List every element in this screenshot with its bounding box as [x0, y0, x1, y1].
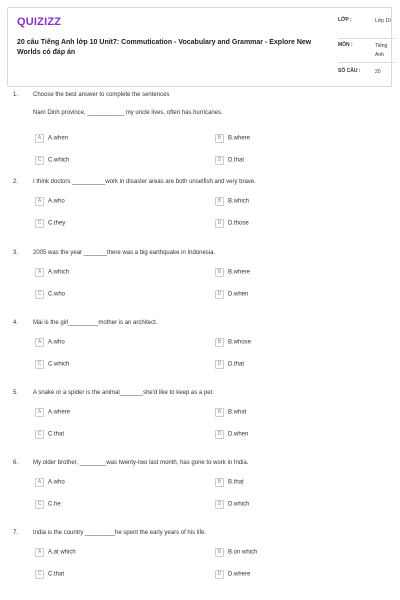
option-letter-box: C: [35, 500, 44, 509]
option-text: A.where: [48, 409, 71, 416]
answer-option-c[interactable]: [35, 430, 64, 439]
option-letter-box: A: [35, 268, 44, 277]
answer-option-a[interactable]: [35, 408, 70, 417]
option-text: D.where: [228, 571, 251, 578]
grade-label: LỚP :: [338, 17, 352, 23]
option-text: A.who: [48, 339, 65, 346]
option-letter-box: A: [35, 338, 44, 347]
question-text: A snake or a spider is the animal_______she'd like to keep as a pet.: [33, 390, 214, 396]
question-text: My older brother, ________was twenty-two last month, has gone to work in India.: [33, 460, 249, 466]
answer-option-d[interactable]: [215, 360, 244, 369]
option-text: D.that: [228, 157, 245, 164]
question-sentence: Nam Dinh province, ___________ my uncle lives, often has hurricanes.: [33, 110, 223, 116]
question-text: I think doctors __________work in disaster areas are both unselfish and very brave.: [33, 179, 256, 185]
answer-option-a[interactable]: [35, 197, 65, 206]
question-number: 5.: [13, 390, 19, 396]
answer-option-c[interactable]: [35, 219, 65, 228]
option-letter-box: D: [215, 290, 224, 299]
answer-option-d[interactable]: [215, 500, 249, 509]
option-letter-box: A: [35, 197, 44, 206]
option-text: C.that: [48, 431, 65, 438]
divider: [338, 38, 395, 39]
option-text: B.which: [228, 198, 250, 205]
option-text: A.who: [48, 479, 65, 486]
question-number: 1.: [13, 92, 19, 98]
option-text: C.they: [48, 220, 66, 227]
answer-option-d[interactable]: [215, 219, 249, 228]
option-text: A.at which: [48, 549, 76, 556]
answer-option-d[interactable]: [215, 570, 250, 579]
option-letter-box: D: [215, 219, 224, 228]
answer-option-b[interactable]: [215, 197, 249, 206]
option-text: D.those: [228, 220, 249, 227]
option-text: B.where: [228, 269, 251, 276]
option-text: C.who: [48, 291, 66, 298]
question-text: Choose the best answer to complete the sentences: [33, 92, 170, 98]
option-letter-box: B: [215, 478, 224, 487]
answer-option-a[interactable]: [35, 268, 69, 277]
option-text: C.that: [48, 571, 65, 578]
option-text: D.when: [228, 291, 249, 298]
answer-option-c[interactable]: [35, 500, 61, 509]
divider: [338, 62, 395, 63]
option-letter-box: D: [215, 570, 224, 579]
option-text: B.that: [228, 479, 244, 486]
option-text: A.which: [48, 269, 70, 276]
subject-value: Tiếng Anh: [375, 43, 388, 58]
question-number: 2.: [13, 179, 19, 185]
answer-option-b[interactable]: [215, 134, 250, 143]
question-text: Mai is the girl_________mother is an architect.: [33, 320, 158, 326]
option-letter-box: B: [215, 548, 224, 557]
option-text: D.which: [228, 501, 250, 508]
option-text: B.what: [228, 409, 247, 416]
quizizz-logo: QUIZIZZ: [17, 16, 62, 28]
question-number: 3.: [13, 250, 19, 256]
option-text: B.on which: [228, 549, 258, 556]
answer-option-c[interactable]: [35, 360, 69, 369]
answer-option-c[interactable]: [35, 570, 64, 579]
answer-option-a[interactable]: [35, 338, 65, 347]
answer-option-b[interactable]: [215, 268, 250, 277]
option-text: D.that: [228, 361, 245, 368]
option-letter-box: C: [35, 430, 44, 439]
option-text: A.when: [48, 135, 69, 142]
question-text: 2005 was the year _______there was a big earthquake in Indonesia.: [33, 250, 216, 256]
answer-option-a[interactable]: [35, 134, 68, 143]
option-text: C.which: [48, 157, 70, 164]
option-letter-box: B: [215, 268, 224, 277]
question-number: 4.: [13, 320, 19, 326]
answer-option-c[interactable]: [35, 156, 69, 165]
question-number: 7.: [13, 530, 19, 536]
worksheet-title: 20 câu Tiếng Anh lớp 10 Unit7: Commutication - Vocabulary and Grammar - Explore New Worlds có đáp án: [17, 39, 312, 56]
option-letter-box: C: [35, 290, 44, 299]
answer-option-c[interactable]: [35, 290, 65, 299]
option-letter-box: D: [215, 360, 224, 369]
answer-option-b[interactable]: [215, 408, 246, 417]
option-letter-box: D: [215, 156, 224, 165]
option-text: B.whose: [228, 339, 252, 346]
option-letter-box: C: [35, 570, 44, 579]
option-letter-box: D: [215, 500, 224, 509]
question-number: 6.: [13, 460, 19, 466]
option-letter-box: C: [35, 360, 44, 369]
question-text: India is the country _________he spent the early years of his life.: [33, 530, 207, 536]
option-text: A.who: [48, 198, 65, 205]
answer-option-d[interactable]: [215, 290, 248, 299]
option-letter-box: B: [215, 338, 224, 347]
option-letter-box: A: [35, 408, 44, 417]
option-letter-box: B: [215, 408, 224, 417]
answer-option-b[interactable]: [215, 338, 251, 347]
answer-option-a[interactable]: [35, 548, 76, 557]
answer-option-a[interactable]: [35, 478, 65, 487]
option-letter-box: B: [215, 134, 224, 143]
answer-option-d[interactable]: [215, 430, 248, 439]
option-text: D.when: [228, 431, 249, 438]
option-text: C.which: [48, 361, 70, 368]
worksheet-header: [7, 7, 392, 87]
grade-value: Lớp 10: [375, 18, 391, 24]
answer-option-b[interactable]: [215, 478, 244, 487]
option-letter-box: D: [215, 430, 224, 439]
answer-option-d[interactable]: [215, 156, 244, 165]
option-letter-box: C: [35, 156, 44, 165]
answer-option-b[interactable]: [215, 548, 257, 557]
count-value: 20: [375, 69, 381, 75]
option-letter-box: A: [35, 478, 44, 487]
count-label: SỐ CÂU :: [338, 68, 361, 74]
option-text: C.he: [48, 501, 61, 508]
option-letter-box: C: [35, 219, 44, 228]
option-letter-box: A: [35, 548, 44, 557]
option-text: B.where: [228, 135, 251, 142]
subject-label: MÔN :: [338, 42, 353, 48]
option-letter-box: B: [215, 197, 224, 206]
option-letter-box: A: [35, 134, 44, 143]
